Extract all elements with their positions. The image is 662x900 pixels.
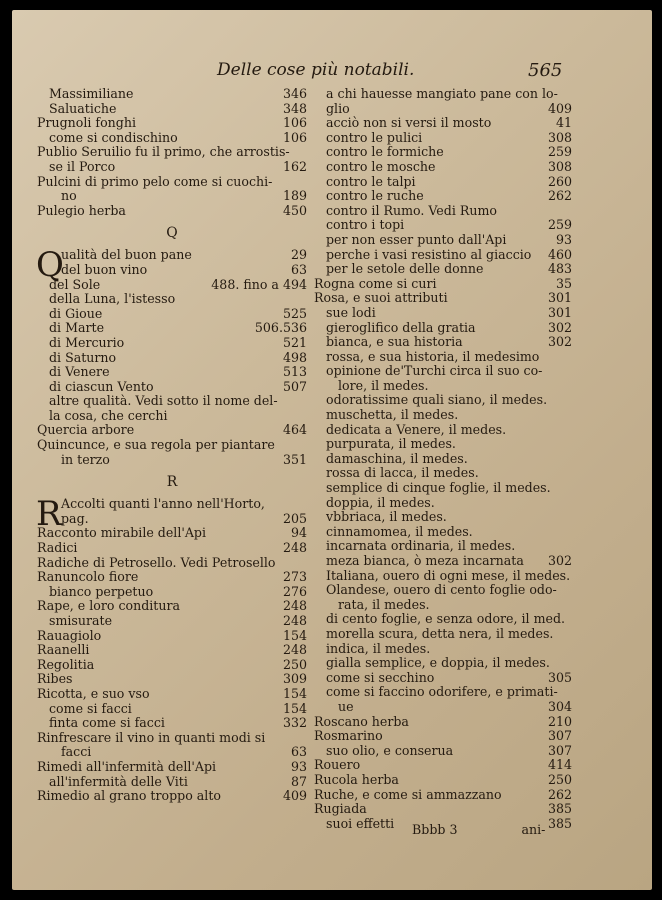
index-entry [314, 189, 572, 204]
entry-text: ualità del buon pane [61, 247, 192, 263]
entry-text: no [61, 188, 77, 204]
entry-text: Ruche, e come si ammazzano [314, 786, 502, 802]
entry-text: Prugnoli fonghi [37, 115, 136, 131]
index-entry [37, 438, 307, 453]
index-entry [314, 204, 572, 219]
index-entry [37, 702, 307, 717]
entry-text: di Mercurio [49, 334, 125, 350]
entry-page-ref: 248 [282, 613, 307, 628]
entry-text: Pulegio herba [37, 202, 126, 218]
entry-text: Massimiliane [49, 86, 134, 101]
entry-text: contro le ruche [326, 188, 424, 204]
index-entry [37, 745, 307, 760]
index-entry [37, 321, 307, 336]
catchword: ani- [521, 822, 546, 837]
entry-text: contro le formiche [326, 144, 444, 160]
entry-text: perche i vasi resistino al giaccio [326, 246, 532, 262]
entry-text: rossa di lacca, il medes. [326, 465, 479, 481]
entry-text: come si facci [49, 700, 132, 716]
running-header: Delle cose più notabili. [217, 60, 415, 80]
entry-page-ref: 63 [290, 261, 307, 277]
index-entry [314, 642, 572, 657]
entry-text: Rosa, e suoi attributi [314, 290, 448, 306]
entry-text: doppia, il medes. [326, 494, 435, 510]
entry-text: come si faccino odorifere, e primati- [326, 684, 558, 700]
entry-text: odoratissime quali siano, il medes. [326, 392, 548, 408]
index-entry [314, 583, 572, 598]
entry-page-ref: 464 [282, 422, 307, 438]
index-entry [37, 614, 307, 629]
entry-text: contro il Rumo. Vedi Rumo [326, 202, 497, 218]
index-entry [314, 627, 572, 642]
entry-page-ref: 260 [547, 173, 572, 189]
entry-text: come si secchino [326, 669, 435, 685]
entry-page-ref: 302 [547, 553, 572, 568]
index-entry [37, 672, 307, 687]
entry-text: cinnamomea, il medes. [326, 523, 473, 539]
entry-text: di cento foglie, e senza odore, il med. [326, 611, 566, 627]
index-entry [314, 802, 572, 817]
index-entry [37, 292, 307, 307]
index-entry [37, 409, 307, 424]
index-entry [314, 656, 572, 671]
entry-text: smisurate [49, 613, 113, 628]
entry-page-ref: 483 [547, 261, 572, 277]
entry-text: Italiana, ouero di ogni mese, il medes. [326, 567, 571, 583]
entry-text: Publio Seruilio fu il primo, che arrostis- [37, 144, 290, 160]
entry-text: incarnata ordinaria, il medes. [326, 538, 516, 554]
index-entry [314, 321, 572, 336]
signature-mark: Bbbb 3 [412, 822, 458, 837]
index-entry [37, 716, 307, 731]
index-entry [314, 393, 572, 408]
entry-page-ref: 309 [282, 671, 307, 687]
entry-text: Rauagiolo [37, 627, 102, 643]
entry-page-ref: 93 [555, 231, 572, 247]
index-entry [37, 189, 307, 204]
entry-text: di Saturno [49, 349, 117, 365]
entry-text: di Gioue [49, 305, 103, 321]
index-column-left [37, 87, 307, 804]
entry-text: ue [338, 698, 354, 714]
index-entry [314, 773, 572, 788]
entry-text: Ricotta, e suo vso [37, 685, 150, 701]
index-entry [314, 715, 572, 730]
entry-text: acciò non si versi il mosto [326, 115, 492, 131]
entry-text: morella scura, detta nera, il medes. [326, 625, 554, 641]
index-entry [314, 262, 572, 277]
entry-text: Olandese, ouero di cento foglie odo- [326, 582, 557, 598]
entry-text: del buon vino [61, 261, 148, 277]
entry-text: di ciascun Vento [49, 378, 154, 394]
entry-page-ref: 94 [290, 525, 307, 541]
entry-page-ref: 351 [282, 451, 307, 467]
entry-page-ref: 305 [547, 669, 572, 685]
entry-text: la cosa, che cerchi [49, 407, 168, 423]
index-entry [37, 394, 307, 409]
entry-page-ref: 409 [547, 100, 572, 116]
entry-text: rossa, e sua historia, il medesimo [326, 348, 540, 364]
section-letter: Q [166, 225, 178, 242]
entry-page-ref: 29 [290, 247, 307, 263]
index-entry [314, 612, 572, 627]
index-entry [314, 685, 572, 700]
entry-text: suoi effetti [326, 815, 395, 831]
entry-text: lore, il medes. [338, 377, 429, 393]
entry-text: del Sole [49, 276, 101, 292]
entry-page-ref: 307 [547, 742, 572, 758]
entry-page-ref: 276 [282, 583, 307, 599]
index-entry [37, 351, 307, 366]
index-entry [37, 423, 307, 438]
index-entry [314, 729, 572, 744]
entry-page-ref: 385 [547, 801, 572, 817]
entry-page-ref: 304 [547, 698, 572, 714]
entry-text: contro le mosche [326, 158, 436, 174]
entry-page-ref: 273 [282, 569, 307, 585]
index-entry [314, 218, 572, 233]
entry-text: in terzo [61, 451, 110, 467]
entry-text: all'infermità delle Viti [49, 773, 188, 789]
entry-text: a chi hauesse mangiato pane con lo- [326, 86, 558, 101]
entry-text: gieroglifico della gratia [326, 319, 476, 335]
entry-page-ref: 262 [547, 188, 572, 204]
index-entry [37, 629, 307, 644]
index-entry [37, 380, 307, 395]
entry-page-ref: 248 [282, 540, 307, 556]
index-entry [314, 233, 572, 248]
index-entry [314, 437, 572, 452]
index-entry [314, 700, 572, 715]
entry-text: Saluatiche [49, 100, 117, 116]
entry-text: di Venere [49, 364, 110, 380]
entry-text: pag. [61, 510, 89, 526]
entry-text: per le setole delle donne [326, 261, 484, 277]
entry-text: se il Porco [49, 158, 116, 174]
index-entry [314, 671, 572, 686]
entry-text: Radici [37, 540, 78, 556]
entry-text: indica, il medes. [326, 640, 431, 656]
entry-text: gialla semplice, e doppia, il medes. [326, 655, 550, 671]
entry-page-ref: 308 [547, 158, 572, 174]
index-entry [37, 512, 307, 527]
entry-text: rata, il medes. [338, 596, 430, 612]
index-entry [314, 277, 572, 292]
entry-text: contro le talpi [326, 173, 416, 189]
entry-text: Pulcini di primo pelo come si cuochi- [37, 173, 273, 189]
index-entry [314, 423, 572, 438]
entry-text: damaschina, il medes. [326, 450, 468, 466]
entry-text: Rinfrescare il vino in quanti modi si [37, 729, 266, 745]
entry-page-ref: 460 [547, 246, 572, 262]
entry-text: Rape, e loro conditura [37, 598, 181, 614]
index-entry [314, 481, 572, 496]
entry-page-ref: 259 [547, 217, 572, 233]
index-entry [37, 775, 307, 790]
index-entry [314, 131, 572, 146]
entry-page-ref: 301 [547, 304, 572, 320]
entry-page-ref: 250 [282, 656, 307, 672]
entry-page-ref: 450 [282, 202, 307, 218]
index-entry [37, 336, 307, 351]
entry-page-ref: 525 [282, 305, 307, 321]
entry-text: come si condischino [49, 129, 178, 145]
index-entry [314, 496, 572, 511]
index-entry [37, 87, 307, 102]
entry-text: di Marte [49, 320, 105, 336]
entry-text: Rucola herba [314, 771, 399, 787]
entry-text: bianco perpetuo [49, 583, 154, 599]
entry-text: facci [61, 744, 92, 760]
index-entry [37, 453, 307, 468]
index-entry [314, 116, 572, 131]
index-entry [314, 145, 572, 160]
entry-text: Roscano herba [314, 713, 409, 729]
entry-text: bianca, e sua historia [326, 334, 463, 350]
entry-text: Racconto mirabile dell'Api [37, 525, 207, 541]
entry-page-ref: 414 [547, 757, 572, 773]
entry-page-ref: 301 [547, 290, 572, 306]
index-entry [314, 539, 572, 554]
index-entry [314, 408, 572, 423]
index-entry [37, 599, 307, 614]
entry-page-ref: 348 [282, 100, 307, 116]
index-entry [37, 789, 307, 804]
entry-text: sue lodi [326, 304, 376, 320]
index-entry [37, 585, 307, 600]
index-entry [37, 175, 307, 190]
entry-page-ref: 488. fino a 494 [211, 276, 307, 292]
index-entry [37, 643, 307, 658]
index-entry [37, 541, 307, 556]
entry-text: Rimedi all'infermità dell'Api [37, 758, 217, 774]
entry-text: Radiche di Petrosello. Vedi Petrosello [37, 554, 276, 570]
page-footer [412, 822, 545, 837]
entry-page-ref: 93 [290, 758, 307, 774]
index-entry [314, 175, 572, 190]
entry-page-ref: 308 [547, 129, 572, 145]
entry-page-ref: 259 [547, 144, 572, 160]
entry-page-ref: 35 [555, 275, 572, 291]
entry-text: per non esser punto dall'Api [326, 231, 507, 247]
entry-page-ref: 262 [547, 786, 572, 802]
entry-text: suo olio, e conserua [326, 742, 454, 758]
entry-page-ref: 162 [282, 158, 307, 174]
entry-page-ref: 41 [555, 115, 572, 131]
entry-page-ref: 332 [282, 715, 307, 731]
drop-cap: R [36, 494, 62, 535]
entry-page-ref: 205 [282, 510, 307, 526]
index-entry [37, 102, 307, 117]
index-entry [37, 116, 307, 131]
entry-page-ref: 521 [282, 334, 307, 350]
entry-page-ref: 506.536 [254, 320, 307, 336]
index-entry [314, 364, 572, 379]
entry-text: dedicata a Venere, il medes. [326, 421, 507, 437]
entry-text: contro i topi [326, 217, 405, 233]
entry-page-ref: 106 [282, 129, 307, 145]
entry-text: glio [326, 100, 350, 116]
entry-text: vbbriaca, il medes. [326, 509, 447, 525]
index-entry [314, 102, 572, 117]
entry-page-ref: 302 [547, 319, 572, 335]
index-entry [314, 598, 572, 613]
index-entry [37, 160, 307, 175]
entry-page-ref: 346 [282, 86, 307, 101]
index-entry [37, 687, 307, 702]
index-entry [37, 658, 307, 673]
entry-page-ref: 409 [282, 788, 307, 804]
entry-page-ref: 507 [282, 378, 307, 394]
index-entry [314, 758, 572, 773]
entry-page-ref: 154 [282, 627, 307, 643]
index-entry [314, 291, 572, 306]
entry-text: Regolitia [37, 656, 95, 672]
index-entry [314, 569, 572, 584]
index-entry [37, 307, 307, 322]
index-entry [314, 554, 572, 569]
entry-text: Quincunce, e sua regola per piantare [37, 437, 275, 453]
entry-page-ref: 248 [282, 598, 307, 614]
index-entry [37, 145, 307, 160]
entry-page-ref: 189 [282, 188, 307, 204]
index-entry [37, 760, 307, 775]
entry-text: contro le pulici [326, 129, 423, 145]
index-entry [37, 278, 307, 293]
entry-page-ref: 154 [282, 685, 307, 701]
entry-text: semplice di cinque foglie, il medes. [326, 480, 551, 496]
entry-page-ref: 498 [282, 349, 307, 365]
entry-page-ref: 248 [282, 642, 307, 658]
entry-page-ref: 63 [290, 744, 307, 760]
index-column-right [314, 87, 572, 831]
entry-text: Ranuncolo fiore [37, 569, 139, 585]
entry-page-ref: 250 [547, 771, 572, 787]
index-entry [314, 335, 572, 350]
index-entry [37, 526, 307, 541]
entry-text: purpurata, il medes. [326, 436, 456, 452]
index-entry [314, 452, 572, 467]
entry-text: Rimedio al grano troppo alto [37, 788, 221, 804]
entry-text: Rosmarino [314, 728, 383, 744]
book-page [12, 10, 652, 890]
section-letter: R [166, 474, 178, 491]
index-entry [37, 570, 307, 585]
index-entry [314, 160, 572, 175]
index-entry [314, 525, 572, 540]
entry-text: opinione de'Turchi circa il suo co- [326, 363, 543, 379]
entry-text: Raanelli [37, 642, 90, 658]
entry-text: Ribes [37, 671, 73, 687]
index-entry [37, 204, 307, 219]
index-entry [37, 131, 307, 146]
index-entry [314, 744, 572, 759]
entry-page-ref: 513 [282, 364, 307, 380]
drop-cap: Q [36, 245, 64, 286]
entry-text: Rugiada [314, 801, 367, 817]
index-entry [37, 731, 307, 746]
entry-text: finta come si facci [49, 715, 165, 731]
index-entry [314, 87, 572, 102]
index-entry [314, 510, 572, 525]
entry-page-ref: 87 [290, 773, 307, 789]
index-entry [37, 263, 307, 278]
entry-text: muschetta, il medes. [326, 407, 459, 423]
index-entry [314, 466, 572, 481]
entry-page-ref: 154 [282, 700, 307, 716]
page-number: 565 [528, 60, 563, 81]
index-entry [314, 306, 572, 321]
index-entry [314, 248, 572, 263]
entry-text: Quercia arbore [37, 422, 135, 438]
index-entry [314, 350, 572, 365]
entry-text: Rouero [314, 757, 361, 773]
entry-page-ref: 106 [282, 115, 307, 131]
entry-page-ref: 307 [547, 728, 572, 744]
index-entry [314, 788, 572, 803]
entry-page-ref: 385 [547, 815, 572, 831]
index-entry [314, 379, 572, 394]
entry-page-ref: 302 [547, 334, 572, 350]
entry-text: meza bianca, ò meza incarnata [326, 553, 524, 568]
entry-page-ref: 210 [547, 713, 572, 729]
index-entry [37, 556, 307, 571]
entry-text: altre qualità. Vedi sotto il nome del- [49, 393, 278, 409]
entry-text: Accolti quanti l'anno nell'Horto, [61, 496, 265, 512]
entry-text: Rogna come si curi [314, 275, 437, 291]
entry-text: della Luna, l'istesso [49, 291, 176, 307]
index-entry [37, 365, 307, 380]
